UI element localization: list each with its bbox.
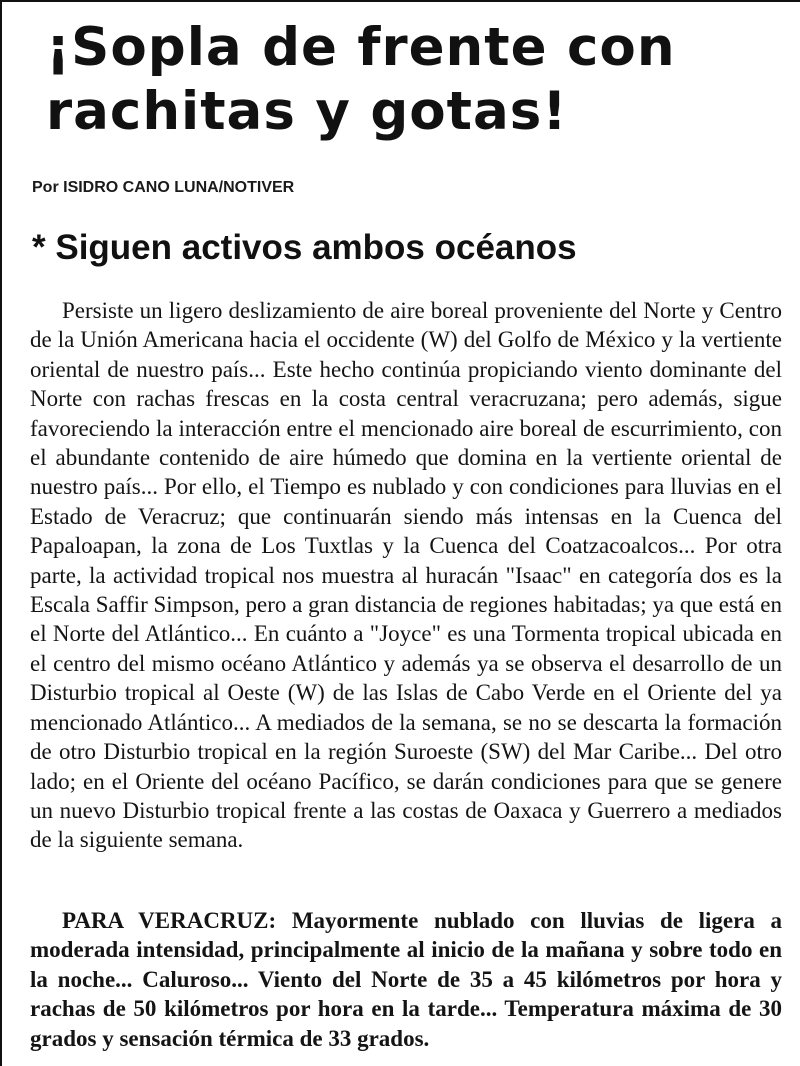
byline: Por ISIDRO CANO LUNA/NOTIVER [32, 179, 295, 196]
subheadline: * Siguen activos ambos océanos [32, 228, 577, 267]
article-body-paragraph: Persiste un ligero deslizamiento de aire boreal proveniente del Norte y Centro de la Unión Americana hacia el occidente (W) del Golfo de México y la vertiente oriental de nuestro país... Este hecho continúa propiciando viento dominante del Norte con rachas frescas en la costa central veracruzana; pero además, sigue favoreciendo la interacción entre el mencionado aire boreal de escurrimiento, con el abundante contenido de aire húmedo que domina en la vertiente oriental de nuestro país... Por ello, el Tiempo es nublado y con condiciones para lluvias en el Estado de Veracruz; que continuarán siendo más intensas en la Cuenca del Papaloapan, la zona de Los Tuxtlas y la Cuenca del Coatzacoalcos... Por otra parte, la actividad tropical nos muestra al huracán "Isaac" en categoría dos es la Escala Saffir Simpson, pero a gran distancia de regiones habitadas; ya que está en el Norte del Atlántico... En cuánto a "Joyce" es una Tormenta tropical ubicada en el centro del mismo océano Atlántico y además ya se observa el desarrollo de un Disturbio tropical al Oeste (W) de las Islas de Cabo Verde en el Oriente del ya mencionado Atlántico... A mediados de la semana, se no se descarta la formación de otro Disturbio tropical en la región Suroeste (SW) del Mar Caribe... Del otro lado; en el Oriente del océano Pacífico, se darán condiciones para que se genere un nuevo Disturbio tropical frente a las costas de Oaxaca y Guerrero a mediados de la siguiente semana. [30, 298, 782, 853]
veracruz-forecast-paragraph: PARA VERACRUZ: Mayormente nublado con lluvias de ligera a moderada intensidad, principalmente al inicio de la mañana y sobre todo en la noche... Caluroso... Viento del Norte de 35 a 45 kilómetros por hora y rachas de 50 kilómetros por hora en la tarde... Temperatura máxima de 30 grados y sensación térmica de 33 grados. [30, 908, 782, 1051]
headline: ¡Sopla de frente con rachitas y gotas! [46, 17, 676, 142]
